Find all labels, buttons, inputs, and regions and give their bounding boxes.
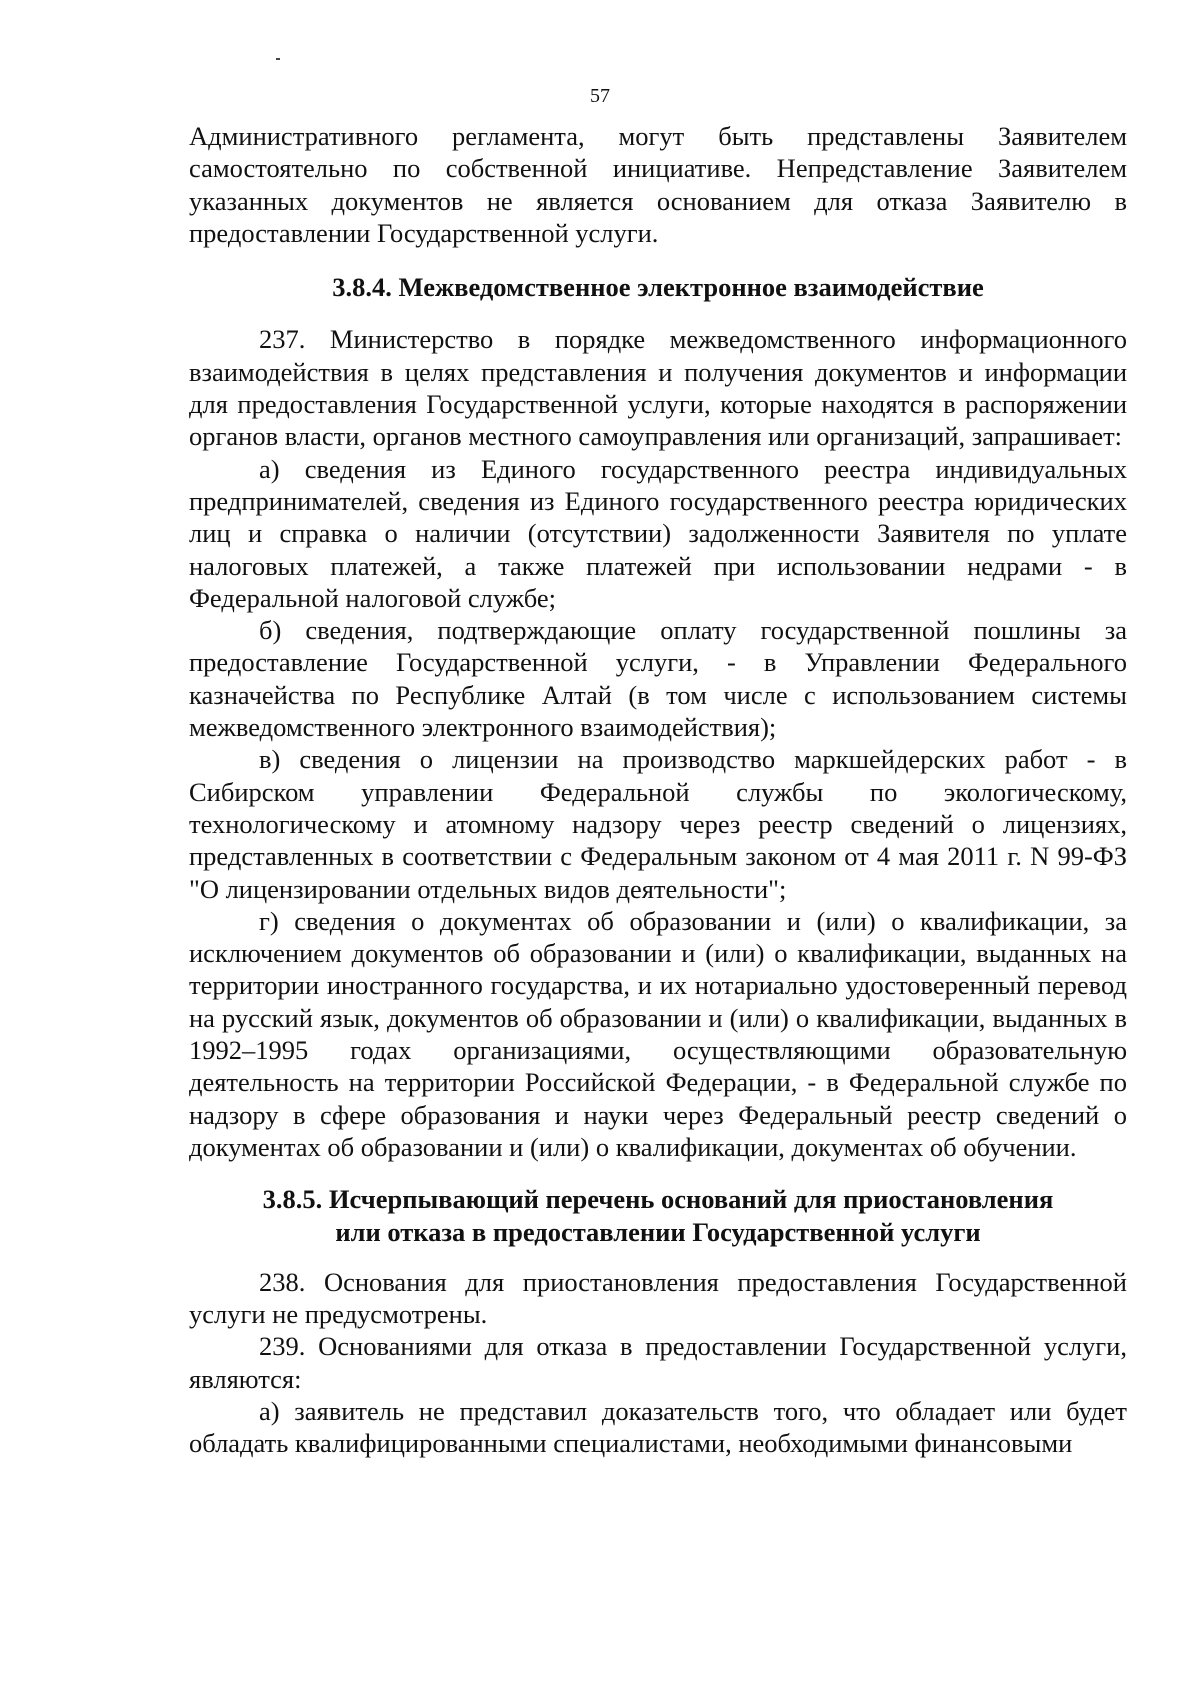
section-heading-3-8-5-line1: 3.8.5. Исчерпывающий перечень оснований для приостановления [262, 1184, 1054, 1215]
paragraph-237-v: в) сведения о лицензии на производство маркшейдерских работ - в Сибирском управлении Федеральной службы по экологическому, технологическому и атомному надзору через реестр сведений о лицензиях, представленных в соответствии с Федеральным законом от 4 мая 2011 г. N 99-ФЗ "О лицензировании отдельных видов деятельности"; [189, 744, 1127, 904]
paragraph-239-a: а) заявитель не представил доказательств того, что обладает или будет обладать квалифицированными специалистами, необходимыми финансовыми [189, 1395, 1127, 1459]
page-number: 57 [590, 85, 610, 107]
paragraph-237-g: г) сведения о документах об образовании и (или) о квалификации, за исключением документов об образовании и (или) о квалификации, выданных на территории иностранного государства, и их нотариально удостоверенный перевод на русский язык, документов об образовании и (или) о квалификации, выданных в 1992–1995 годах организациями, осуществляющими образовательную деятельность на территории Российской Федерации, - в Федеральной службе по надзору в сфере образования и науки через Федеральный реестр сведений о документах об образовании и (или) о квалификации, документах об обучении. [189, 905, 1127, 1162]
paragraph-continuation: Административного регламента, могут быть представлены Заявителем самостоятельно по собственной инициативе. Непредставление Заявителем указанных документов не является основанием для отказа Заявителю в предоставлении Государственной услуги. [189, 121, 1127, 248]
section-heading-3-8-5 [189, 1183, 1127, 1248]
section-heading-3-8-4: 3.8.4. Межведомственное электронное взаимодействие [332, 272, 984, 303]
section-heading-3-8-5-line2: или отказа в предоставлении Государственной услуги [335, 1216, 981, 1247]
paragraph-237: 237. Министерство в порядке межведомственного информационного взаимодействия в целях представления и получения документов и информации для предоставления Государственной услуги, которые находятся в распоряжении органов власти, органов местного самоуправления или организаций, запрашивает: [189, 324, 1127, 452]
paragraph-239: 239. Основаниями для отказа в предоставлении Государственной услуги, являются: [189, 1331, 1127, 1394]
paragraph-237-a: а) сведения из Единого государственного реестра индивидуальных предпринимателей, сведения из Единого государственного реестра юридических лиц и справка о наличии (отсутствии) задолженности Заявителя по уплате налоговых платежей, а также платежей при использовании недрами - в Федеральной налоговой службе; [189, 453, 1127, 613]
document-body [189, 120, 1127, 1460]
paragraph-238: 238. Основания для приостановления предоставления Государственной услуги не предусмотрены. [189, 1266, 1127, 1330]
scan-mark [276, 58, 280, 60]
paragraph-237-b: б) сведения, подтверждающие оплату государственной пошлины за предоставление Государственной услуги, - в Управлении Федерального казначейства по Республике Алтай (в том числе с использованием системы межведомственного электронного взаимодействия); [189, 615, 1127, 743]
